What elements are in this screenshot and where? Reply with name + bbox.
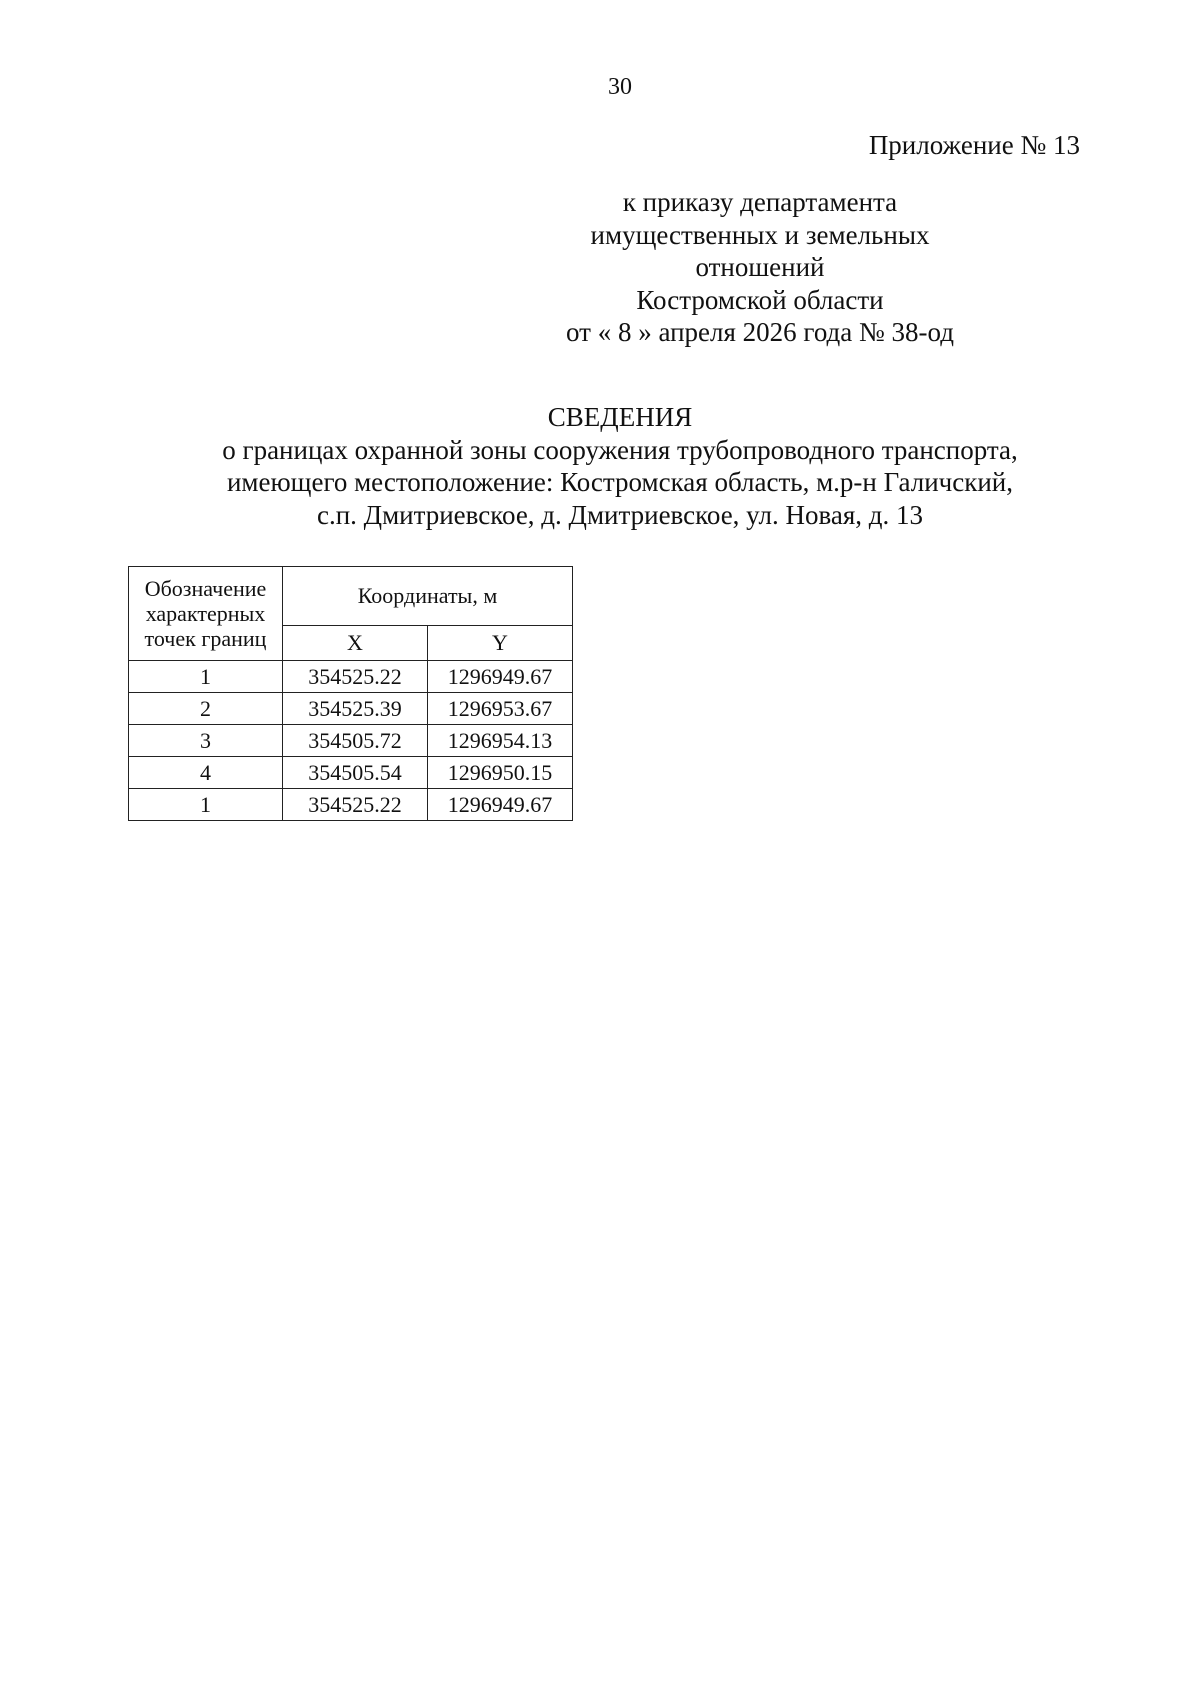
cell-y: 1296949.67 (428, 789, 573, 821)
header-x: X (283, 625, 428, 660)
cell-x: 354525.22 (283, 661, 428, 693)
table-row (129, 725, 573, 757)
cell-x: 354505.54 (283, 757, 428, 789)
page-number: 30 (608, 74, 632, 100)
cell-y: 1296949.67 (428, 661, 573, 693)
cell-point: 2 (129, 693, 283, 725)
order-reference-line: от « 8 » апреля 2026 года № 38-од (566, 317, 954, 347)
heading-title: СВЕДЕНИЯ (547, 402, 693, 432)
cell-point: 4 (129, 757, 283, 789)
table-row (129, 661, 573, 693)
table-row (129, 789, 573, 821)
order-reference-line: Костромской области (636, 284, 884, 315)
order-reference-line: имущественных и земельных (590, 219, 930, 250)
order-reference-line: отношений (695, 252, 825, 282)
order-reference-line: к приказу департамента (622, 187, 898, 217)
cell-y: 1296954.13 (428, 725, 573, 757)
table-header-row (129, 567, 573, 626)
document-heading (100, 401, 1140, 531)
heading-line: о границах охранной зоны сооружения трубопроводного транспорта, (222, 434, 1018, 465)
heading-line: имеющего местоположение: Костромская область, м.р-н Галичский, (226, 467, 1014, 497)
table-row (129, 757, 573, 789)
cell-y: 1296953.67 (428, 693, 573, 725)
cell-y: 1296950.15 (428, 757, 573, 789)
cell-x: 354505.72 (283, 725, 428, 757)
header-point: Обозначение характерных точек границ (129, 567, 283, 661)
order-reference (480, 186, 1040, 349)
coordinates-table (128, 566, 573, 821)
appendix-title: Приложение № 13 (868, 130, 1080, 160)
header-coordinates: Координаты, м (283, 567, 573, 626)
cell-x: 354525.39 (283, 693, 428, 725)
cell-x: 354525.22 (283, 789, 428, 821)
table-row (129, 693, 573, 725)
cell-point: 1 (129, 661, 283, 693)
cell-point: 1 (129, 789, 283, 821)
cell-point: 3 (129, 725, 283, 757)
header-y: Y (428, 625, 573, 660)
heading-line: с.п. Дмитриевское, д. Дмитриевское, ул. Новая, д. 13 (316, 499, 924, 530)
